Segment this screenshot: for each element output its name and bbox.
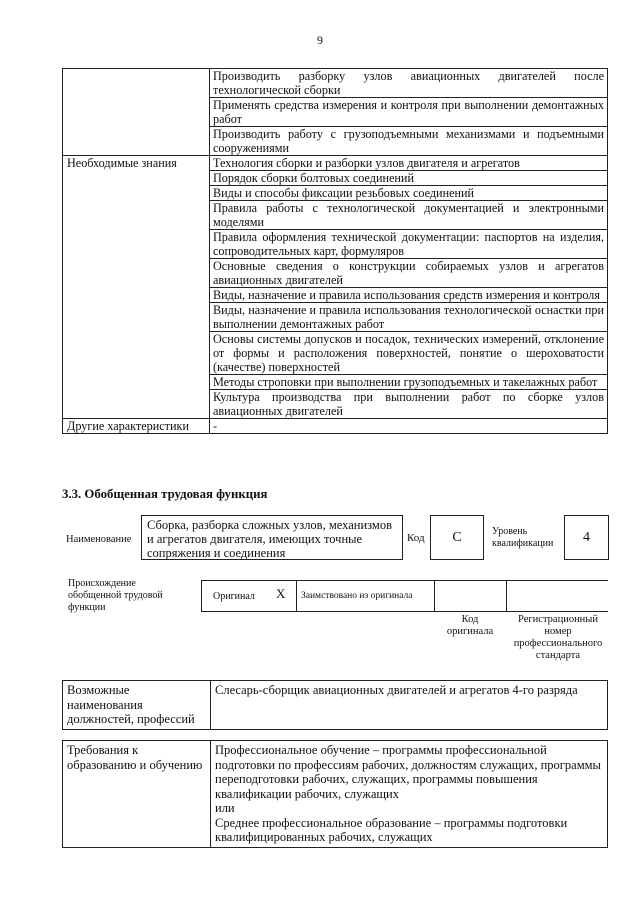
knowledge-item: Основы системы допусков и посадок, технических измерений, отклонение от формы и расположения поверхностей, понятие о шероховатости (качестве) поверхностей [210, 332, 608, 375]
other-label: Другие характеристики [63, 419, 210, 434]
skill-item: Производить работу с грузоподъемными механизмами и подъемными сооружениями [210, 127, 608, 156]
code-original-caption: Код оригинала [446, 614, 494, 637]
knowledge-skills-table [62, 68, 608, 434]
knowledge-item: Правила оформления технической документации: паспортов на изделия, сопроводительных карт, формуляров [210, 230, 608, 259]
education-line: Профессиональное обучение – программы профессиональной подготовки по профессиям рабочих, должностям служащих, программы переподготовки рабочих, служащих, программы повышения квалификации рабочих, служащих [215, 743, 601, 801]
original-mark: X [276, 586, 286, 601]
divider [296, 580, 297, 612]
knowledge-item: Виды, назначение и правила использования средств измерения и контроля [210, 288, 608, 303]
positions-value: Слесарь-сборщик авиационных двигателей и агрегатов 4-го разряда [211, 681, 608, 730]
table-row [63, 69, 608, 98]
table-row [63, 98, 608, 127]
knowledge-item: Технология сборки и разборки узлов двигателя и агрегатов [210, 156, 608, 171]
naming-value: Сборка, разборка сложных узлов, механизмов и агрегатов двигателя, имеющих точные сопряжения и соединения [141, 515, 403, 560]
empty-label-cell [63, 98, 210, 127]
knowledge-item: Основные сведения о конструкции собираемых узлов и агрегатов авиационных двигателей [210, 259, 608, 288]
level-label: Уровень квалификации [492, 526, 554, 549]
borrowed-label: Заимствовано из оригинала [301, 591, 413, 601]
positions-label: Возможные наименования должностей, профессий [63, 681, 211, 730]
section-title: 3.3. Обобщенная трудовая функция [62, 487, 268, 501]
code-value: C [430, 515, 484, 560]
knowledge-item: Культура производства при выполнении работ по сборке узлов авиационных двигателей [210, 390, 608, 419]
education-line: Среднее профессиональное образование – программы подготовки квалифицированных рабочих, служащих [215, 815, 568, 844]
knowledge-item: Правила работы с технологической документацией и электронными моделями [210, 201, 608, 230]
code-label: Код [407, 532, 425, 544]
table-row [63, 741, 608, 848]
positions-table [62, 680, 608, 730]
original-label: Оригинал [213, 591, 255, 602]
other-value: - [210, 419, 608, 434]
table-row [63, 681, 608, 730]
table-row [63, 419, 608, 434]
knowledge-label: Необходимые знания [63, 156, 210, 419]
naming-label: Наименование [66, 534, 132, 545]
education-line: или [215, 801, 235, 815]
skill-item: Применять средства измерения и контроля при выполнении демонтажных работ [210, 98, 608, 127]
education-value [211, 741, 608, 848]
table-row [63, 127, 608, 156]
education-label: Требования к образованию и обучению [63, 741, 211, 848]
divider [434, 580, 435, 612]
page-number: 9 [317, 33, 323, 47]
table-row [63, 156, 608, 171]
divider [506, 580, 507, 612]
knowledge-item: Виды и способы фиксации резьбовых соединений [210, 186, 608, 201]
knowledge-item: Методы строповки при выполнении грузоподъемных и такелажных работ [210, 375, 608, 390]
skill-item: Производить разборку узлов авиационных двигателей после технологической сборки [210, 69, 608, 98]
reg-number-caption: Регистрационный номер профессионального стандарта [513, 614, 603, 661]
level-value: 4 [564, 515, 609, 560]
knowledge-item: Порядок сборки болтовых соединений [210, 171, 608, 186]
knowledge-item: Виды, назначение и правила использования технологической оснастки при выполнении демонтажных работ [210, 303, 608, 332]
empty-label-cell [63, 127, 210, 156]
education-table [62, 740, 608, 848]
empty-label-cell [63, 69, 210, 98]
origin-label: Происхождение обобщенной трудовой функции [68, 578, 163, 613]
